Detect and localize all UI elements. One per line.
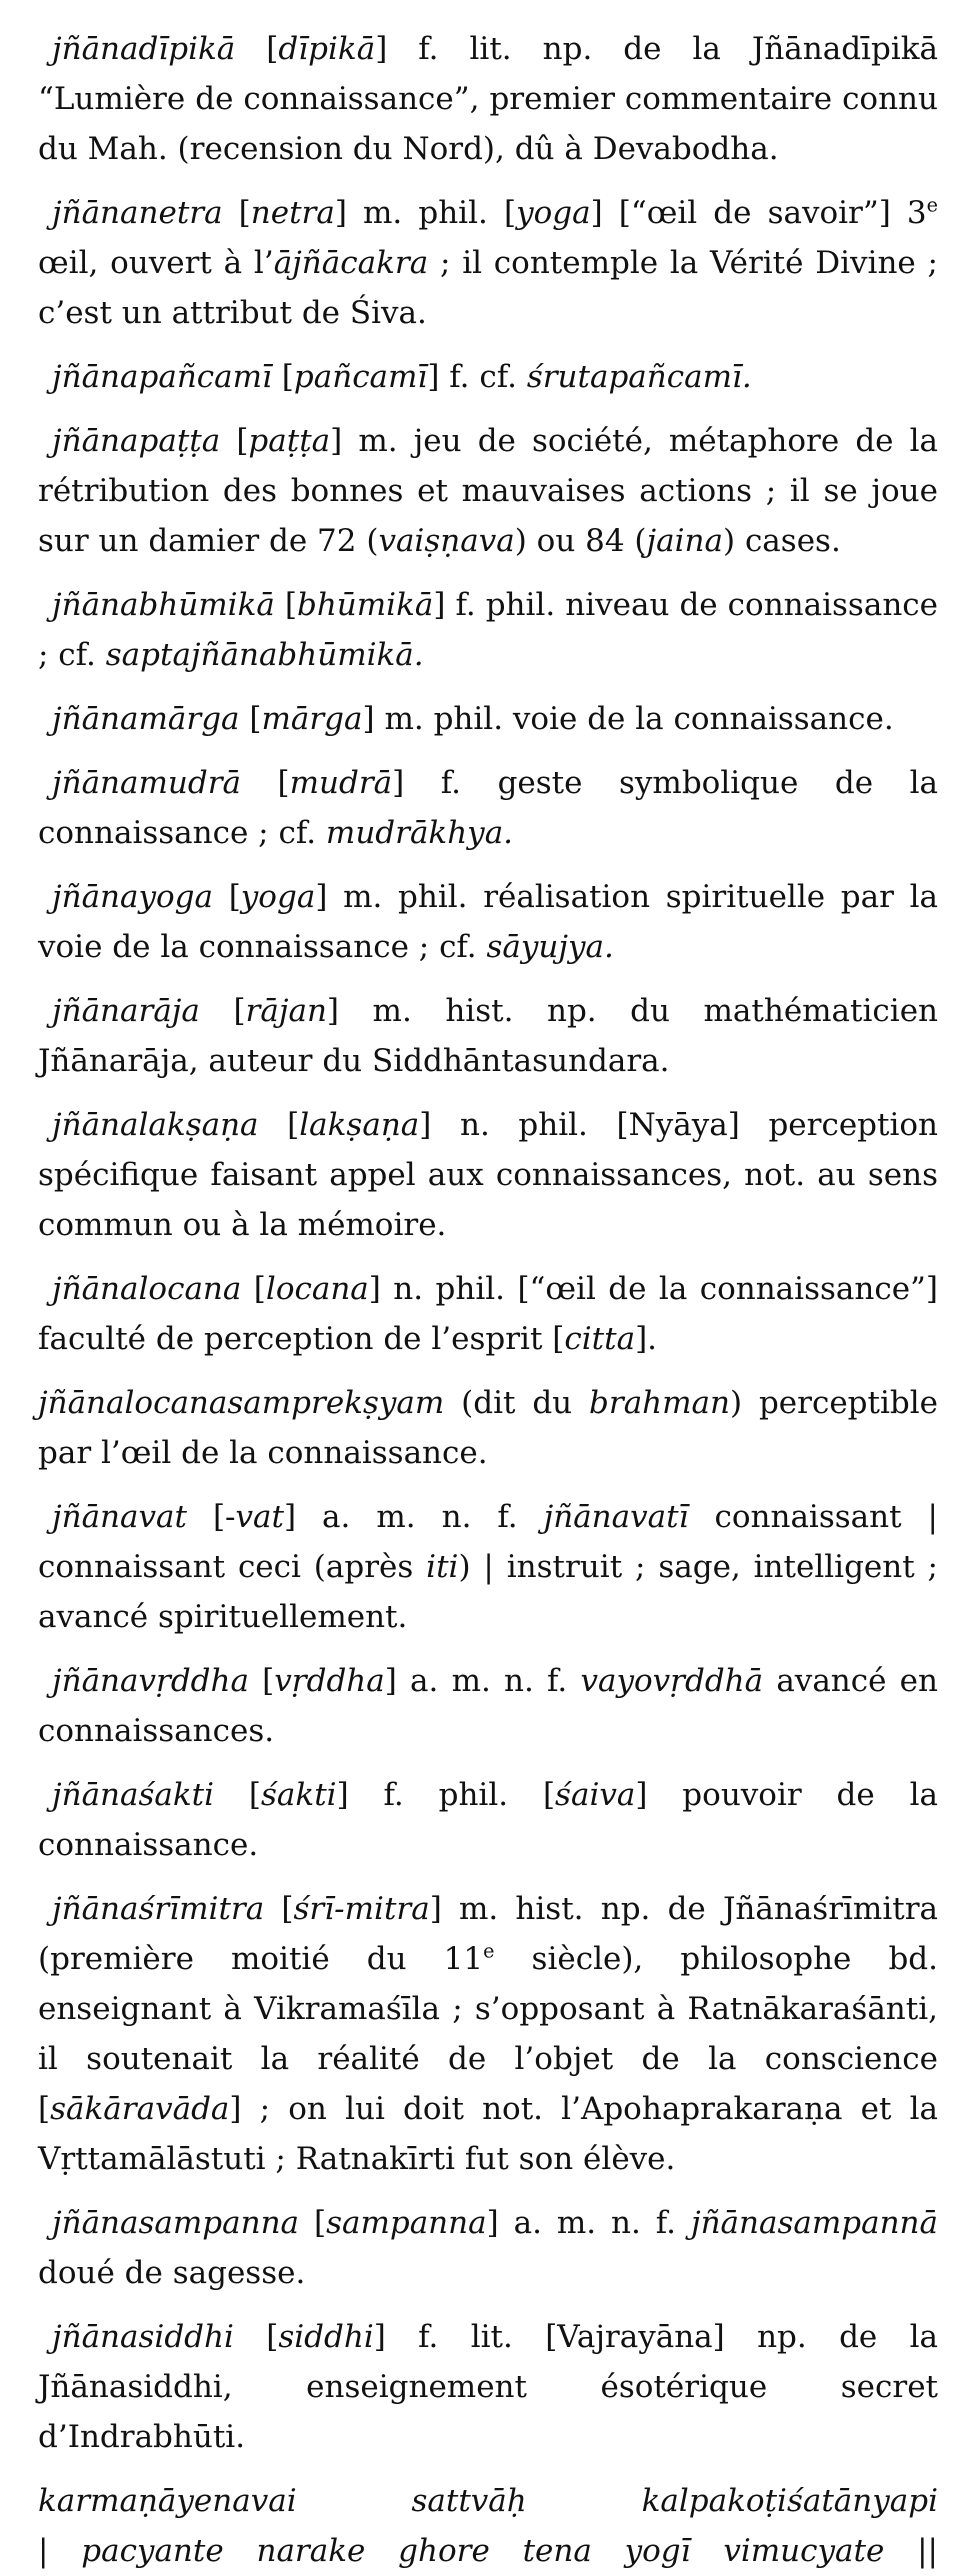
definition-text: ] m. phil. voie de la connaissance.	[362, 701, 894, 737]
definition-text: ] f. lit. np. de la Jñānadīpikā “Lumière de connaissance”, premier commentaire connu du Mah. (recension du Nord), dû à Devabodha.	[38, 31, 938, 167]
headword: jñānanetra	[52, 195, 223, 231]
dictionary-entry-jnanadipika	[38, 24, 938, 174]
italic-term: sāyujya.	[486, 929, 614, 965]
definition-text: ].	[635, 1321, 658, 1357]
italic-term: citta	[564, 1321, 636, 1357]
definition-text: [	[264, 1891, 294, 1927]
italic-term: jñānasampannā	[690, 2205, 938, 2241]
definition-text: ] n. phil. [“œil de la connaissance”] faculté de perception de l’esprit [	[38, 1271, 938, 1357]
italic-term: jaina	[646, 523, 723, 559]
definition-text: [-	[186, 1499, 236, 1535]
definition-text: [	[274, 587, 297, 623]
dictionary-entry-jnanamudra	[38, 758, 938, 858]
definition-text: [	[235, 31, 279, 67]
italic-term: paṭṭa	[248, 423, 331, 459]
dictionary-entry-jnanaraja	[38, 986, 938, 1086]
definition-text: ] [“œil de savoir”] 3	[590, 195, 927, 231]
definition-text: [	[241, 1271, 266, 1307]
headword: jñānayoga	[52, 879, 214, 915]
definition-text: [	[222, 195, 251, 231]
dictionary-entry-jnanavrddha	[38, 1656, 938, 1756]
definition-text: connaissant | connaissant ceci (après	[38, 1499, 938, 1585]
ordinal-superscript: e	[483, 1939, 495, 1963]
definition-text: ] n. phil. [Nyāya] perception spécifique faisant appel aux connaissances, not. au sens commun ou à la mémoire.	[38, 1107, 939, 1243]
italic-term: iti	[426, 1549, 459, 1585]
italic-term: locana	[265, 1271, 369, 1307]
italic-term: netra	[250, 195, 335, 231]
dictionary-entry-jnanasiddhi	[38, 2312, 938, 2462]
definition-text: ) cases.	[723, 523, 841, 559]
italic-term: yoga	[516, 195, 591, 231]
definition-text: avancé en connaissances.	[38, 1663, 938, 1749]
italic-term: rājan	[245, 993, 327, 1029]
italic-term: saptajñānabhūmikā.	[105, 637, 424, 673]
definition-text: [	[239, 701, 262, 737]
definition-text: [	[199, 993, 246, 1029]
definition-text: [	[271, 359, 294, 395]
definition-text: ] m. phil. réalisation spirituelle par la voie de la connaissance ; cf.	[38, 879, 938, 965]
italic-term: sākāravāda	[50, 2091, 230, 2127]
verse-line-1: karmaṇāyenavai sattvāḥ kalpakoṭiśatānyapi	[38, 2483, 938, 2519]
definition-text: ] m. hist. np. de Jñānaśrīmitra (première moitié du 11	[38, 1891, 938, 1977]
definition-text: œil, ouvert à l’	[38, 245, 274, 281]
headword: jñānamārga	[52, 701, 240, 737]
headword: jñānalakṣaṇa	[52, 1107, 259, 1143]
headword: jñānasiddhi	[52, 2319, 234, 2355]
dictionary-entries	[38, 24, 938, 2462]
italic-term: yoga	[240, 879, 316, 915]
headword: jñānapañcamī	[52, 359, 272, 395]
dictionary-entry-jnanalocana	[38, 1264, 938, 1364]
definition-text: ] f. phil. [	[336, 1777, 556, 1813]
italic-term: jñānavatī	[543, 1499, 689, 1535]
dictionary-entry-jnanapatta	[38, 416, 938, 566]
definition-text: [	[214, 1777, 262, 1813]
definition-text: ] f. phil. niveau de connaissance ; cf.	[38, 587, 938, 673]
definition-text: ] f. cf.	[427, 359, 527, 395]
definition-text: ] m. jeu de société, métaphore de la rétribution des bonnes et mauvaises actions ; il se joue sur un damier de 72 (	[38, 423, 938, 559]
dictionary-entry-jnanasakti	[38, 1770, 938, 1870]
definition-text: ] a. m. n. f.	[283, 1499, 544, 1535]
italic-term: siddhi	[278, 2319, 374, 2355]
definition-text: [	[241, 765, 290, 801]
definition-text: [	[233, 2319, 279, 2355]
dictionary-entry-jnanalaksana	[38, 1100, 938, 1250]
dictionary-entry-jnanavat	[38, 1492, 938, 1642]
definition-text: ] m. hist. np. du mathématicien Jñānarāja, auteur du Siddhāntasundara.	[38, 993, 939, 1079]
italic-term: vayovṛddhā	[580, 1663, 764, 1699]
italic-term: śaiva	[555, 1777, 636, 1813]
definition-text: ] pouvoir de la connaissance.	[38, 1777, 938, 1863]
headword: jñānaśrīmitra	[52, 1891, 265, 1927]
definition-text: ) perceptible par l’œil de la connaissance.	[38, 1385, 938, 1471]
verse-quotation	[38, 2476, 938, 2576]
italic-term: mārga	[261, 701, 363, 737]
headword: jñānalocanasamprekṣyam	[38, 1385, 445, 1421]
definition-text: ] f. geste symbolique de la connaissance ; cf.	[38, 765, 938, 851]
definition-text: ] f. lit. [Vajrayāna] np. de la Jñānasiddhi, enseignement ésotérique secret d’Indrabhūti.	[38, 2319, 939, 2455]
definition-text: [	[258, 1107, 300, 1143]
definition-text: siècle), philosophe bd. enseignant à Vikramaśīla ; s’opposant à Ratnākaraśānti, il soutenait la réalité de l’objet de la conscience [	[38, 1941, 938, 2127]
italic-term: śrutapañcamī.	[526, 359, 752, 395]
definition-text: ] a. m. n. f.	[384, 1663, 581, 1699]
definition-text: [	[213, 879, 241, 915]
dictionary-entry-jnanalocanasampreksyam	[38, 1378, 938, 1478]
definition-text: (dit du	[444, 1385, 590, 1421]
dictionary-entry-jnanasampanna	[38, 2198, 938, 2298]
italic-term: vat	[235, 1499, 284, 1535]
definition-text: [	[220, 423, 249, 459]
headword: jñānadīpikā	[52, 31, 236, 67]
italic-term: bhūmikā	[296, 587, 434, 623]
italic-term: vṛddha	[274, 1663, 385, 1699]
definition-text: doué de sagesse.	[38, 2255, 306, 2291]
italic-term: mudrā	[289, 765, 393, 801]
dictionary-entry-jnanasrimitra	[38, 1884, 938, 2184]
italic-term: dīpikā	[278, 31, 376, 67]
italic-term: mudrākhya.	[325, 815, 514, 851]
headword: jñānalocana	[52, 1271, 242, 1307]
dictionary-entry-jnanamarga	[38, 694, 938, 744]
italic-term: pañcamī	[293, 359, 428, 395]
italic-term: brahman	[589, 1385, 730, 1421]
ordinal-superscript: e	[926, 193, 938, 217]
dictionary-entry-jnanayoga	[38, 872, 938, 972]
italic-term: vaiṣṇava	[378, 523, 515, 559]
definition-text: ] m. phil. [	[334, 195, 517, 231]
italic-term: lakṣaṇa	[299, 1107, 420, 1143]
headword: jñānapaṭṭa	[52, 423, 221, 459]
headword: jñānarāja	[52, 993, 200, 1029]
definition-text: ) | instruit ; sage, intelligent ; avancé spirituellement.	[38, 1549, 938, 1635]
italic-term: śrī-mitra	[293, 1891, 430, 1927]
headword: jñānasampanna	[52, 2205, 300, 2241]
italic-term: ājñācakra	[273, 245, 429, 281]
headword: jñānavṛddha	[52, 1663, 249, 1699]
headword: jñānamudrā	[52, 765, 242, 801]
headword: jñānaśakti	[52, 1777, 215, 1813]
definition-text: ] a. m. n. f.	[486, 2205, 691, 2241]
dictionary-entry-jnanabhumika	[38, 580, 938, 680]
definition-text: ) ou 84 (	[514, 523, 647, 559]
headword: jñānavat	[52, 1499, 187, 1535]
dictionary-page	[38, 24, 938, 2576]
italic-term: sampanna	[326, 2205, 487, 2241]
headword: jñānabhūmikā	[52, 587, 275, 623]
italic-term: śakti	[261, 1777, 337, 1813]
dictionary-entry-jnananetra	[38, 188, 938, 338]
dictionary-entry-jnanapancami	[38, 352, 938, 402]
definition-text: ; il contemple la Vérité Divine ; c’est un attribut de Śiva.	[38, 245, 938, 331]
verse-line-2: | pacyante narake ghore tena yogī vimucyate ||	[38, 2533, 938, 2569]
definition-text: ] ; on lui doit not. l’Apohaprakaraṇa et la Vṛttamālāstuti ; Ratnakīrti fut son élève.	[38, 2091, 938, 2177]
definition-text: [	[248, 1663, 275, 1699]
definition-text: [	[299, 2205, 327, 2241]
